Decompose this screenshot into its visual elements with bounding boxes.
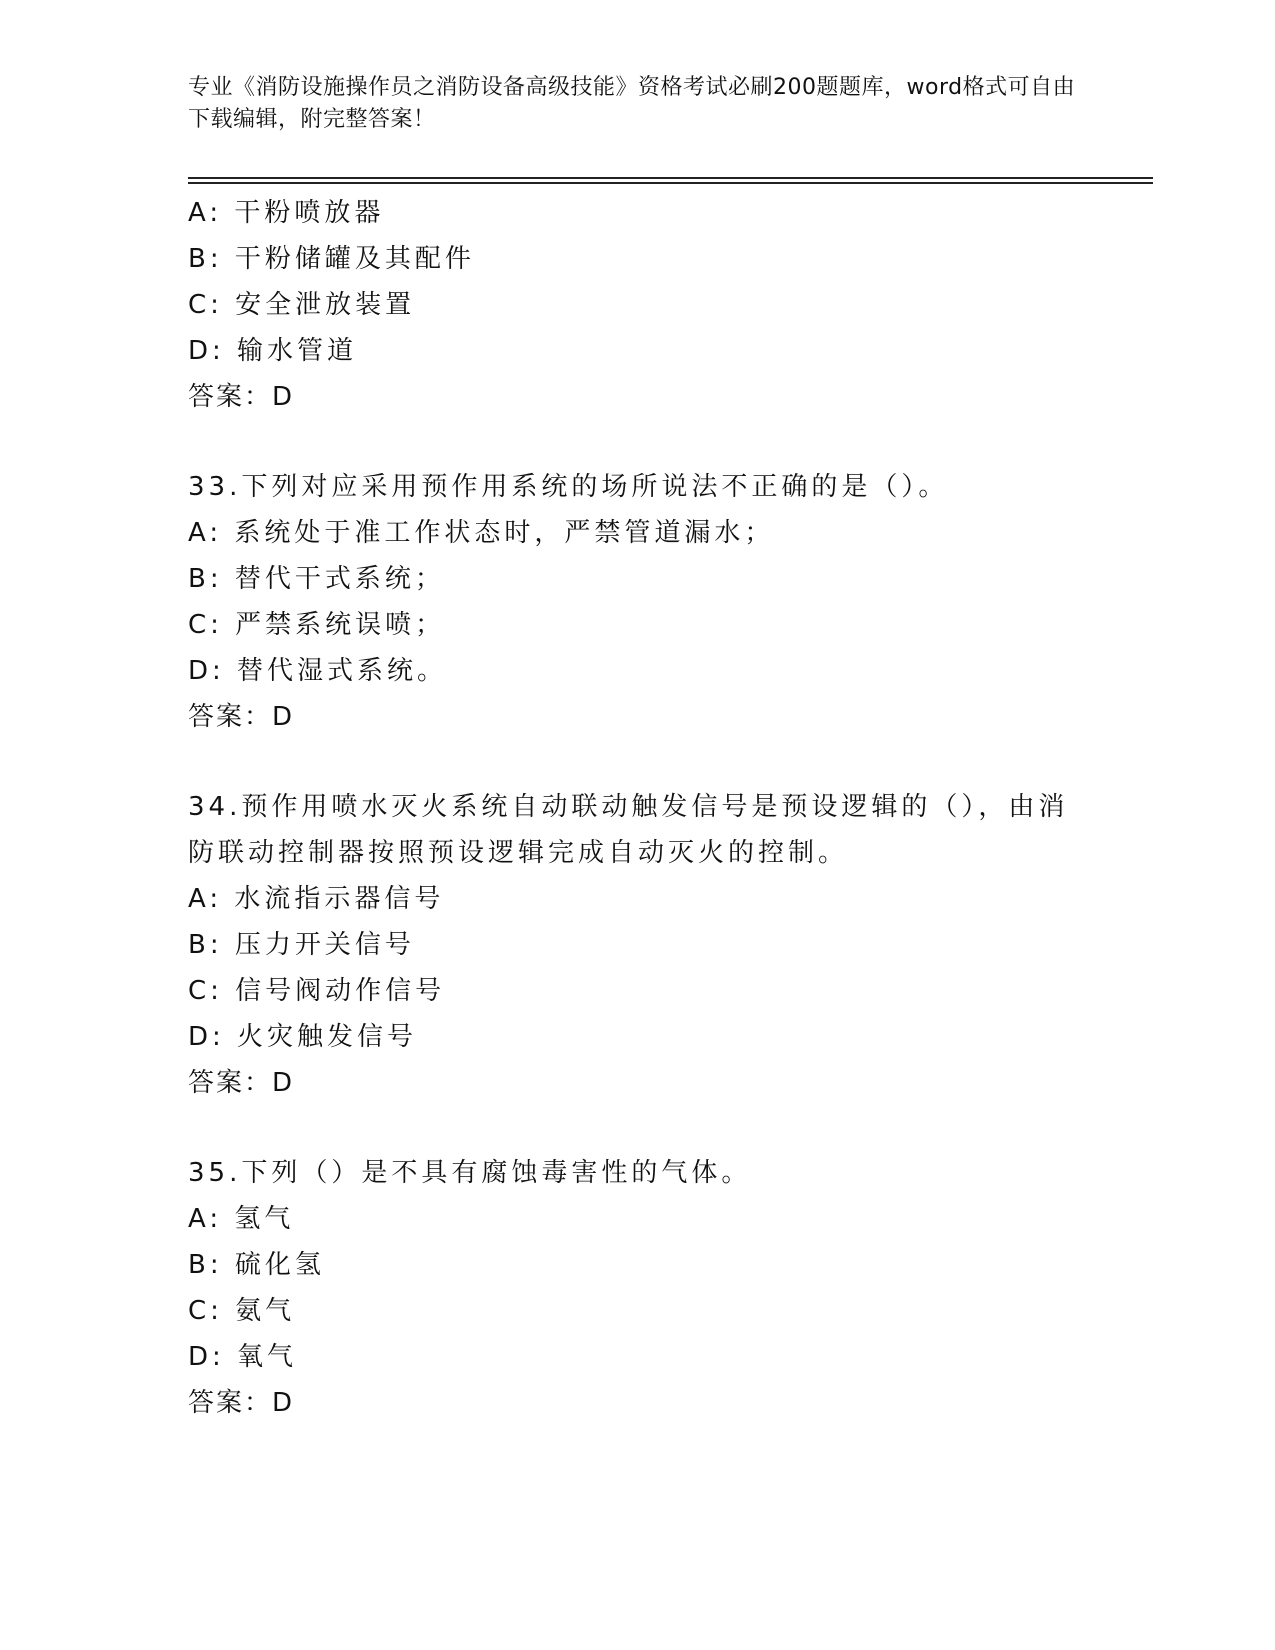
header-divider-top [188,177,1153,179]
option-d: D: 火灾触发信号 [188,1022,418,1052]
option-d: D: 输水管道 [188,336,358,366]
option-b: B: 干粉储罐及其配件 [188,244,475,274]
question-block-34 [188,784,1088,1106]
answer-line: 答案：D [188,1068,295,1098]
option-d: D: 替代湿式系统。 [188,656,448,686]
question-stem: 35.下列（）是不具有腐蚀毒害性的气体。 [188,1158,752,1188]
answer-line: 答案：D [188,1388,295,1418]
option-b: B: 替代干式系统； [188,564,445,594]
question-stem: 34.预作用喷水灭火系统自动联动触发信号是预设逻辑的（），由消防联动控制器按照预设逻辑完成自动灭火的控制。 [188,792,1069,868]
answer-line: 答案：D [188,382,295,412]
option-c: C: 氨气 [188,1296,296,1326]
question-block-partial [188,190,1088,420]
spacer [188,740,1088,784]
question-block-33 [188,464,1088,740]
option-b: B: 硫化氢 [188,1250,325,1280]
option-a: A: 干粉喷放器 [188,198,385,228]
spacer [188,1106,1088,1150]
question-list [188,190,1088,1426]
question-stem: 33.下列对应采用预作用系统的场所说法不正确的是（）。 [188,472,949,502]
option-b: B: 压力开关信号 [188,930,415,960]
option-c: C: 严禁系统误喷； [188,610,446,640]
question-block-35 [188,1150,1088,1426]
option-a: A: 水流指示器信号 [188,884,445,914]
spacer [188,420,1088,464]
answer-line: 答案：D [188,702,295,732]
option-d: D: 氧气 [188,1342,298,1372]
document-header: 专业《消防设施操作员之消防设备高级技能》资格考试必刷200题题库，word格式可自由下载编辑，附完整答案！ [188,75,1076,132]
option-a: A: 氢气 [188,1204,295,1234]
option-a: A: 系统处于准工作状态时，严禁管道漏水； [188,518,775,548]
header-divider-bottom [188,182,1153,184]
option-c: C: 信号阀动作信号 [188,976,446,1006]
option-c: C: 安全泄放装置 [188,290,416,320]
